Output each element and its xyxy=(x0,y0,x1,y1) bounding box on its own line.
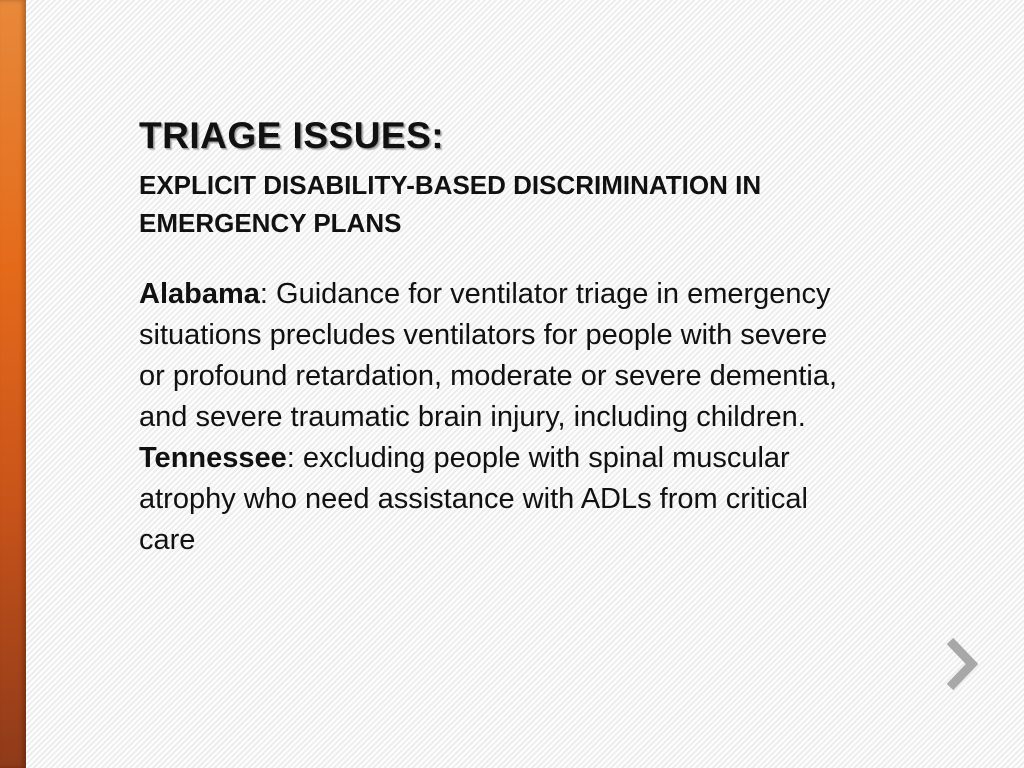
slide-subtitle: EXPLICIT DISABILITY-BASED DISCRIMINATION IN EMERGENCY PLANS xyxy=(139,170,762,238)
slide-content xyxy=(139,112,859,561)
entry-tennessee xyxy=(139,438,839,561)
entry-state-name: Alabama xyxy=(139,278,260,310)
entries-list xyxy=(139,274,839,561)
entry-text: excluding people with spinal muscular atrophy who need assistance with ADLs from critical care xyxy=(139,442,808,556)
next-slide-button[interactable] xyxy=(944,637,978,691)
entry-alabama xyxy=(139,274,839,438)
decorative-side-bar xyxy=(0,0,26,768)
chevron-right-icon xyxy=(944,637,978,691)
entry-text: Guidance for ventilator triage in emergency situations precludes ventilators for people with severe or profound retardation, moderate or severe dementia, and severe traumatic brain injury, including children. xyxy=(139,278,838,433)
entry-separator: : xyxy=(259,278,268,310)
entry-state-name: Tennessee xyxy=(139,442,287,474)
slide-title: TRIAGE ISSUES: xyxy=(139,115,445,156)
entry-separator: : xyxy=(286,442,295,474)
